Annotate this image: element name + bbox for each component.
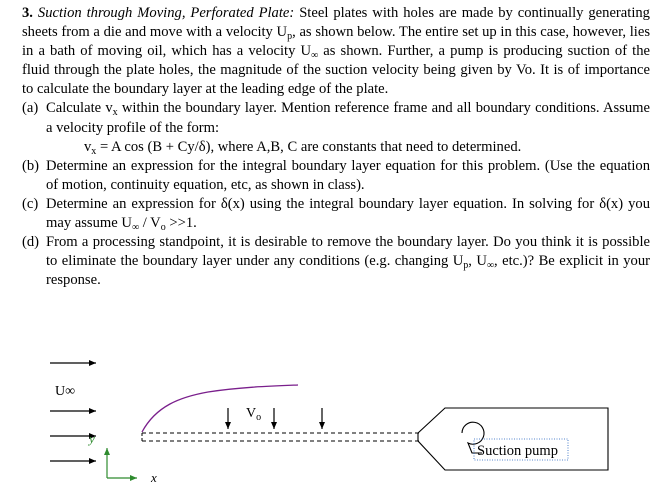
pump-label: Suction pump [477, 443, 558, 459]
part-d-text-3: , etc.)? Be explicit in your response. [46, 253, 650, 289]
intro-sub-p: p [287, 31, 293, 43]
formula-sub: x [91, 145, 97, 157]
part-label: (c) [22, 195, 39, 212]
part-a-text-1: Calculate v [46, 100, 113, 117]
part-c-text-3: >>1. [165, 215, 197, 232]
part-a-sub: x [112, 107, 118, 119]
part-text: Determine an expression for the integral boundary layer equation for this problem. (Use the equation of motion, continuity equation, etc, as shown in class). [46, 157, 650, 193]
intro-sub-inf: ∞ [311, 50, 319, 62]
intro-text-2: , as shown below. The entire set up in this case, however, lies in a bath of moving oil, which has a velocity U [22, 24, 650, 60]
part-c-text-2: / V [139, 215, 161, 232]
y-axis-label: y [89, 431, 95, 446]
x-axis-label: x [151, 470, 157, 485]
part-label: (a) [22, 100, 39, 117]
part-c-sub-2: o [160, 222, 166, 234]
pump-housing-icon [418, 408, 608, 470]
part-label: (b) [22, 157, 40, 174]
part-d-sub-1: p [463, 260, 469, 272]
formula-rest: = A cos (B + Cy/δ), where A,B, C are constants that need to determined. [96, 138, 522, 155]
freestream-label: U∞ [55, 384, 76, 399]
formula-v: v [84, 138, 92, 155]
part-label: (d) [22, 234, 40, 251]
intro-text-1: Steel plates with holes are made by continually generating sheets from a die and move with a velocity U [22, 5, 650, 41]
part-c-text-1: Determine an expression for δ(x) using the integral boundary layer equation. In solving for δ(x) you may assume U [46, 195, 650, 232]
problem-number: 3. [22, 5, 33, 21]
problem-title: Suction through Moving, Perforated Plate: [37, 5, 295, 21]
intro-text-3: as shown. Further, a pump is producing suction of the fluid through the plate holes, the magnitude of the suction velocity being given by Vo. It is of importance to calculate the boundary layer at the leading edge of the plate. [22, 43, 650, 98]
part-d-text-2: , U [468, 253, 487, 270]
part-d-sub-2: ∞ [486, 260, 495, 272]
part-c-sub-1: ∞ [131, 222, 140, 234]
suction-velocity-label: $V_o$ [246, 406, 262, 423]
part-d-text-1: From a processing standpoint, it is desirable to remove the boundary layer. Do you think it is possible to eliminate the boundary layer under any conditions (e.g. changing U [46, 234, 650, 270]
part-a-text-2: within the boundary layer. Mention reference frame and all boundary conditions. Assume a velocity profile of the form: [46, 100, 650, 136]
